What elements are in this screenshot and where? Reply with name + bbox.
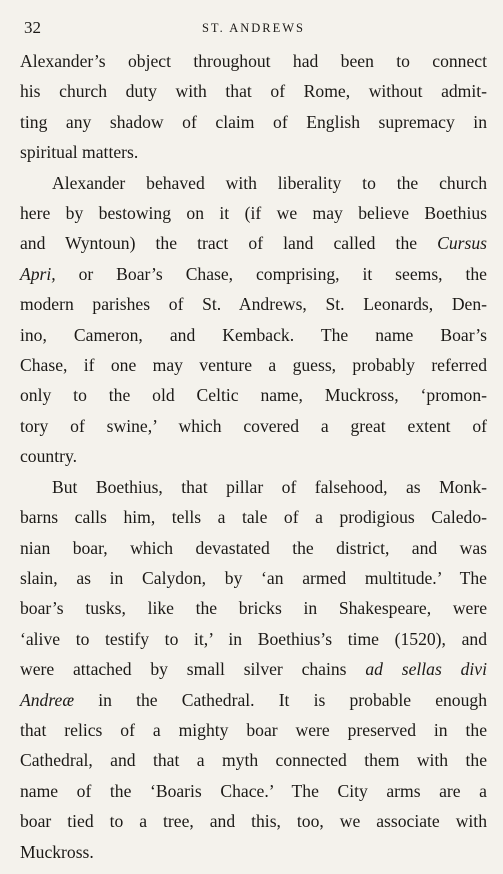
text-line: modern parishes of St. Andrews, St. Leonards, Den- xyxy=(20,294,487,315)
text-line: ino, Cameron, and Kemback. The name Boar’s xyxy=(20,324,487,345)
paragraph-1 xyxy=(20,46,487,168)
italic-term: ad sellas divi xyxy=(365,659,487,680)
italic-term: Cursus xyxy=(437,233,487,254)
text-fragment: in the Cathedral. It is probable enough xyxy=(74,689,487,710)
text-line: Alexander’s object throughout had been to connect xyxy=(20,51,487,71)
text-line: boar tied to a tree, and this, too, we associate with xyxy=(20,811,487,832)
paragraph-2 xyxy=(20,168,487,472)
paragraph-3 xyxy=(20,472,487,867)
running-title: ST. ANDREWS xyxy=(201,21,306,35)
running-head xyxy=(20,14,487,42)
italic-term: Apri, xyxy=(20,263,56,284)
text-line: ting any shadow of claim of English supremacy in xyxy=(20,111,487,132)
text-line: name of the ‘Boaris Chace.’ The City arms are a xyxy=(20,780,487,801)
text-line: Alexander behaved with liberality to the church xyxy=(52,172,487,193)
text-line: nian boar, which devastated the district, and was xyxy=(20,537,487,558)
text-line: barns calls him, tells a tale of a prodigious Caledo- xyxy=(20,507,487,528)
text-line xyxy=(20,685,487,715)
text-line: here by bestowing on it (if we may believe Boethius xyxy=(20,203,487,224)
text-line: Cathedral, and that a myth connected them with the xyxy=(20,750,487,771)
page-number: 32 xyxy=(24,18,41,37)
text-line: But Boethius, that pillar of falsehood, as Monk- xyxy=(52,476,487,497)
text-line: Chase, if one may venture a guess, probably referred xyxy=(20,355,487,376)
text-line xyxy=(20,654,487,684)
text-fragment: were attached by small silver chains xyxy=(20,659,366,680)
text-line xyxy=(20,228,487,258)
text-line: only to the old Celtic name, Muckross, ‘promon- xyxy=(20,385,487,406)
text-line xyxy=(20,259,487,289)
italic-term: Andreæ xyxy=(20,689,75,710)
text-fragment: and Wyntoun) the tract of land called the xyxy=(20,233,438,254)
text-line: slain, as in Calydon, by ‘an armed multitude.’ The xyxy=(20,567,487,588)
text-line: ‘alive to testify to it,’ in Boethius’s time (1520), and xyxy=(20,628,487,649)
text-line: tory of swine,’ which covered a great extent of xyxy=(20,415,487,436)
text-line: Muckross. xyxy=(20,841,94,862)
text-fragment: or Boar’s Chase, comprising, it seems, the xyxy=(78,263,487,284)
body-text xyxy=(20,46,487,867)
text-line: country. xyxy=(20,446,77,467)
text-line: boar’s tusks, like the bricks in Shakespeare, were xyxy=(20,598,487,619)
text-line: that relics of a mighty boar were preserved in the xyxy=(20,719,487,740)
text-line: spiritual matters. xyxy=(20,142,139,163)
text-line: his church duty with that of Rome, without admit- xyxy=(20,81,487,102)
